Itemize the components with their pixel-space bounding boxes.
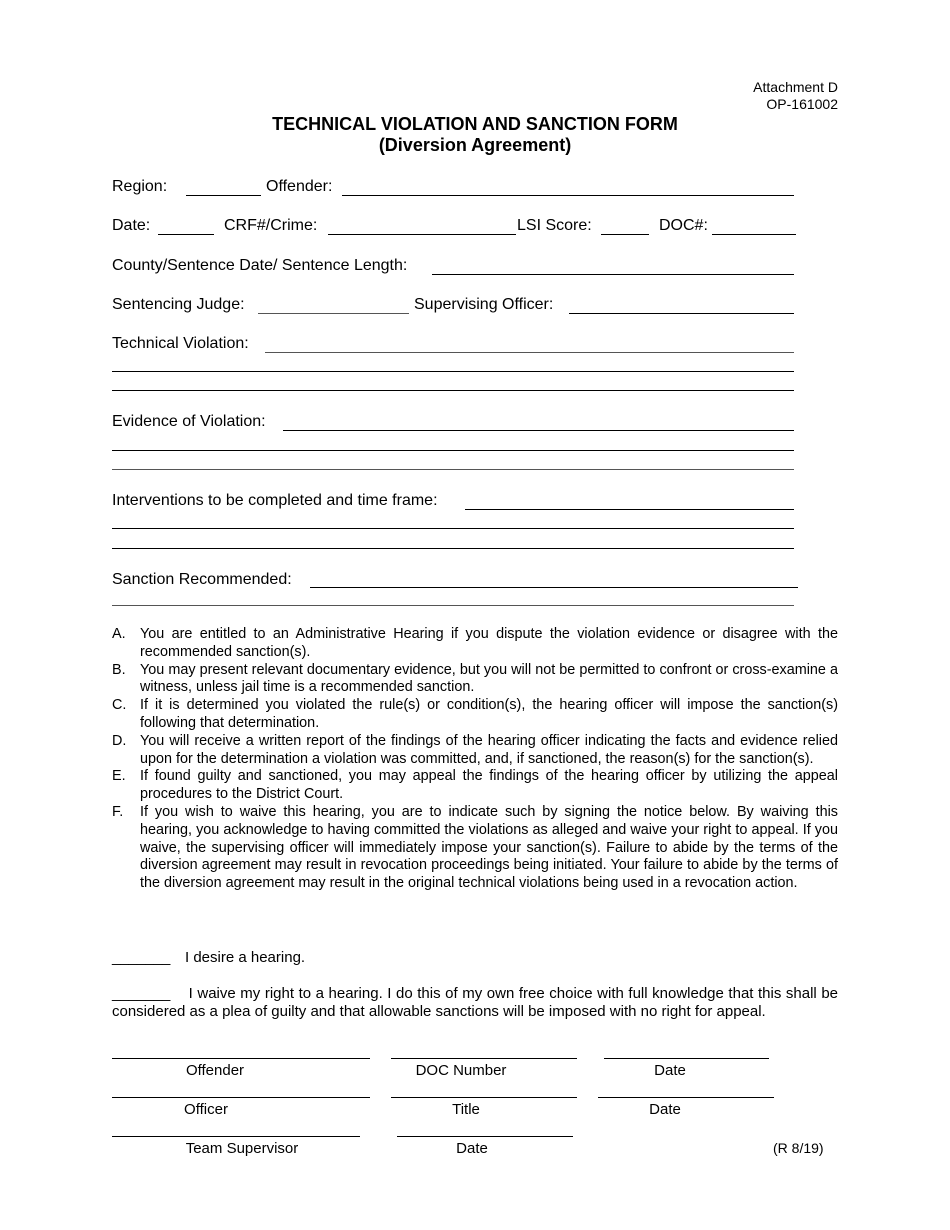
county-sentence-label: County/Sentence Date/ Sentence Length: xyxy=(112,257,408,274)
date-label: Date: xyxy=(112,217,151,234)
revision-label: (R 8/19) xyxy=(773,1140,824,1156)
technical-violation-input[interactable] xyxy=(265,334,798,352)
item-letter: A. xyxy=(112,626,126,642)
sentencing-judge-input[interactable] xyxy=(258,295,413,313)
title-signature-label: Title xyxy=(452,1101,480,1118)
item-letter: B. xyxy=(112,661,126,678)
evidence-input[interactable] xyxy=(283,412,798,430)
date-signature-line-2[interactable] xyxy=(598,1097,774,1098)
supervising-officer-label: Supervising Officer: xyxy=(414,296,554,313)
form-title: TECHNICAL VIOLATION AND SANCTION FORM xyxy=(272,114,678,134)
doc-number-input[interactable] xyxy=(712,216,800,234)
offender-signature-line[interactable] xyxy=(112,1058,370,1059)
offender-input[interactable] xyxy=(342,177,798,195)
hearing-choice-text: I desire a hearing. xyxy=(185,949,306,966)
supervising-officer-input[interactable] xyxy=(569,295,798,313)
interventions-line xyxy=(465,509,794,510)
waive-choice-text: I waive my right to a hearing. I do this of my own free choice with full knowledge that this shall be considered as a plea of guilty and that allowable sanctions will be imposed with no right for appeal. xyxy=(112,985,838,1020)
item-letter: C. xyxy=(112,697,127,714)
evidence-line-2 xyxy=(112,450,794,451)
supervising-officer-line xyxy=(569,313,794,314)
region-line xyxy=(186,195,261,196)
rights-item xyxy=(112,626,838,662)
doc-number-signature-line[interactable] xyxy=(391,1058,577,1059)
interventions-line-3 xyxy=(112,548,794,549)
waive-choice-blank[interactable]: _______ xyxy=(112,985,171,1002)
doc-number-signature-label: DOC Number xyxy=(415,1062,507,1079)
officer-signature-line[interactable] xyxy=(112,1097,370,1098)
lsi-score-label: LSI Score: xyxy=(517,217,592,234)
waive-choice xyxy=(112,985,838,1021)
date-signature-label-3: Date xyxy=(456,1140,488,1157)
item-letter: F. xyxy=(112,803,124,820)
sentencing-judge-line xyxy=(258,313,409,314)
offender-label: Offender: xyxy=(266,178,333,195)
rights-item xyxy=(112,733,838,769)
county-sentence-input[interactable] xyxy=(432,256,798,274)
sanction-line-2 xyxy=(112,605,794,606)
team-supervisor-signature-label: Team Supervisor xyxy=(185,1140,299,1157)
item-text: You will receive a written report of the findings of the hearing officer indicating the facts and evidence relied upon for the determination a violation was committed, and, if sanctioned, the reason(s) for the sanction(s). xyxy=(140,732,838,767)
rights-item xyxy=(112,697,838,733)
doc-number-label: DOC#: xyxy=(659,217,708,234)
interventions-line-2 xyxy=(112,528,794,529)
rights-list xyxy=(112,626,838,893)
offender-line xyxy=(342,195,794,196)
op-number: OP-161002 xyxy=(766,96,838,112)
sentencing-judge-label: Sentencing Judge: xyxy=(112,296,245,313)
date-signature-label-2: Date xyxy=(649,1101,681,1118)
region-label: Region: xyxy=(112,178,168,195)
date-signature-label-1: Date xyxy=(654,1062,686,1079)
county-sentence-line xyxy=(432,274,794,275)
interventions-input[interactable] xyxy=(465,491,798,509)
interventions-label: Interventions to be completed and time frame: xyxy=(112,492,438,509)
title-signature-line[interactable] xyxy=(391,1097,577,1098)
rights-item xyxy=(112,804,838,893)
rights-item xyxy=(112,768,838,804)
date-signature-line-1[interactable] xyxy=(604,1058,769,1059)
lsi-score-input[interactable] xyxy=(601,216,653,234)
item-text: You may present relevant documentary evidence, but you will not be permitted to confront or cross-examine a witness, unless jail time is a recommended sanction. xyxy=(140,661,838,696)
region-input[interactable] xyxy=(186,177,265,195)
item-letter: D. xyxy=(112,732,127,749)
item-text: If it is determined you violated the rule(s) or condition(s), the hearing officer will impose the sanction(s) following that determination. xyxy=(140,697,838,731)
officer-signature-label: Officer xyxy=(184,1101,228,1118)
crf-crime-input[interactable] xyxy=(328,216,520,234)
attachment-label: Attachment D xyxy=(753,79,838,95)
rights-item xyxy=(112,662,838,698)
date-signature-line-3[interactable] xyxy=(397,1136,573,1137)
date-line xyxy=(158,234,214,235)
hearing-choice-blank[interactable]: _______ xyxy=(112,949,171,966)
item-text: If found guilty and sanctioned, you may appeal the findings of the hearing officer by utilizing the appeal procedures to the District Court. xyxy=(140,768,838,803)
sanction-label: Sanction Recommended: xyxy=(112,571,292,588)
technical-violation-label: Technical Violation: xyxy=(112,335,249,352)
technical-violation-line-2 xyxy=(112,371,794,372)
evidence-line xyxy=(283,430,794,431)
item-text: You are entitled to an Administrative Hearing if you dispute the violation evidence or disagree with the recommended sanction(s). xyxy=(140,626,838,660)
evidence-line-3 xyxy=(112,469,794,470)
evidence-label: Evidence of Violation: xyxy=(112,413,266,430)
crf-crime-label: CRF#/Crime: xyxy=(224,217,318,234)
doc-number-line xyxy=(712,234,796,235)
sanction-input[interactable] xyxy=(310,569,802,587)
team-supervisor-signature-line[interactable] xyxy=(112,1136,360,1137)
sanction-line xyxy=(310,587,798,588)
lsi-score-line xyxy=(601,234,649,235)
offender-signature-label: Offender xyxy=(185,1062,245,1079)
form-subtitle: (Diversion Agreement) xyxy=(378,135,572,155)
technical-violation-line-3 xyxy=(112,390,794,391)
technical-violation-line xyxy=(265,352,794,353)
crf-crime-line xyxy=(328,234,516,235)
item-letter: E. xyxy=(112,768,126,785)
item-text: If you wish to waive this hearing, you are to indicate such by signing the notice below. By waiving this hearing, you acknowledge to having committed the violations as alleged and waive your right to appeal. If you waive, the supervising officer will immediately impose your sanction(s). Failure to abide by the terms of the diversion agreement may result in revocation proceedings being initiated. Your failure to abide by the terms of the diversion agreement may result in the original technical violations being used in a revocation action. xyxy=(140,803,838,892)
date-input[interactable] xyxy=(158,216,218,234)
